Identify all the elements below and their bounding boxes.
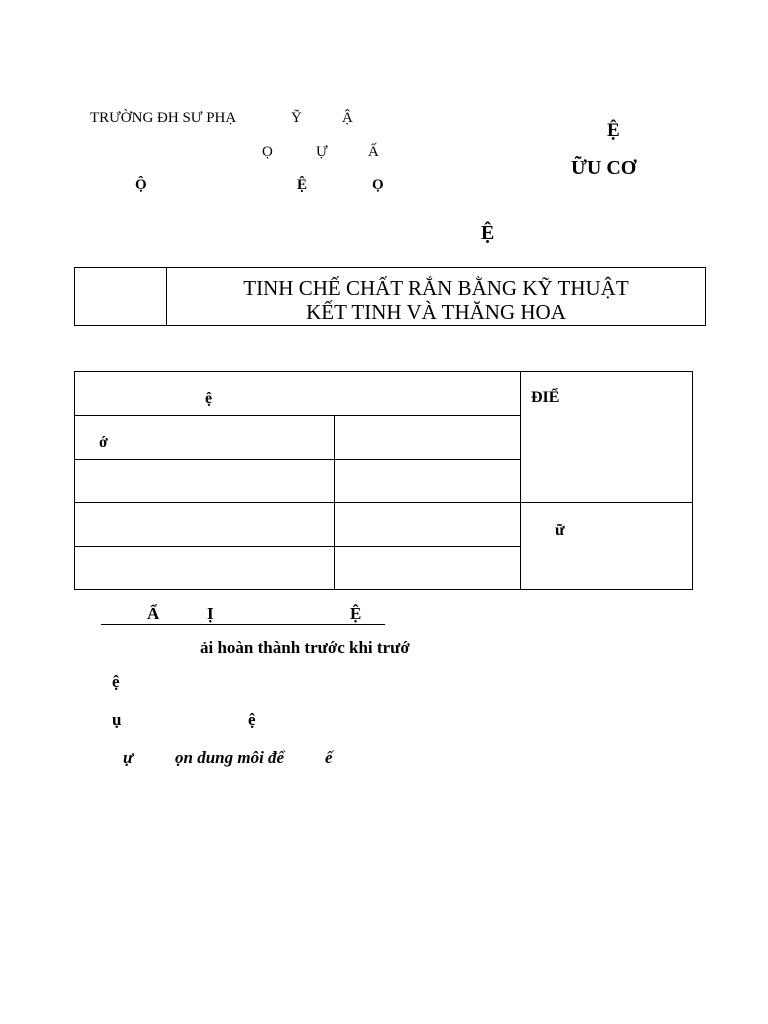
table-divider <box>75 546 520 547</box>
header-fragment: Ự <box>316 144 328 160</box>
header-fragment: Ậ <box>342 110 353 126</box>
header-fragment: Ệ <box>297 177 308 193</box>
section-heading-part: Ệ <box>350 604 362 623</box>
section-heading-underline <box>101 624 385 625</box>
table-divider <box>75 502 692 503</box>
title-line-1: TINH CHẾ CHẤT RẮN BẰNG KỸ THUẬT <box>243 276 629 300</box>
header-fragment: Ỹ <box>291 110 302 126</box>
instruction-item: ế <box>325 748 333 767</box>
header-fragment: Ọ <box>262 144 273 160</box>
section-heading-part: Ị <box>207 604 214 623</box>
title-box-number-cell <box>75 268 167 325</box>
instruction-item: ệ <box>112 672 120 691</box>
section-heading-part: Ẩ <box>147 604 160 623</box>
instruction-item: ọn dung môi để <box>175 748 285 767</box>
instruction-line: ải hoàn thành trước khi trướ <box>200 638 410 657</box>
table-divider <box>75 459 520 460</box>
table-divider <box>520 372 521 589</box>
department-name: ỮU CƠ <box>571 157 637 179</box>
instruction-item: ụ <box>112 710 122 729</box>
table-row-label: ớ <box>99 434 108 451</box>
header-fragment: Ấ <box>368 144 379 160</box>
school-name: TRƯỜNG ĐH SƯ PHẠ <box>90 110 237 126</box>
report-heading: Ệ <box>481 222 495 244</box>
table-header-score: ĐIỂ <box>531 389 560 406</box>
table-signature-label: ữ <box>555 522 565 539</box>
experiment-title <box>167 276 705 324</box>
instruction-item: ệ <box>248 710 256 729</box>
grade-table <box>74 371 693 590</box>
table-header-left: ệ <box>205 390 213 407</box>
header-fragment: Ộ <box>135 177 147 193</box>
table-divider <box>75 415 520 416</box>
instruction-item: ự <box>123 748 134 767</box>
header-fragment: Ọ <box>372 177 384 193</box>
title-box <box>74 267 706 326</box>
title-line-2: KẾT TINH VÀ THĂNG HOA <box>306 300 566 324</box>
department-mark: Ệ <box>607 120 620 141</box>
